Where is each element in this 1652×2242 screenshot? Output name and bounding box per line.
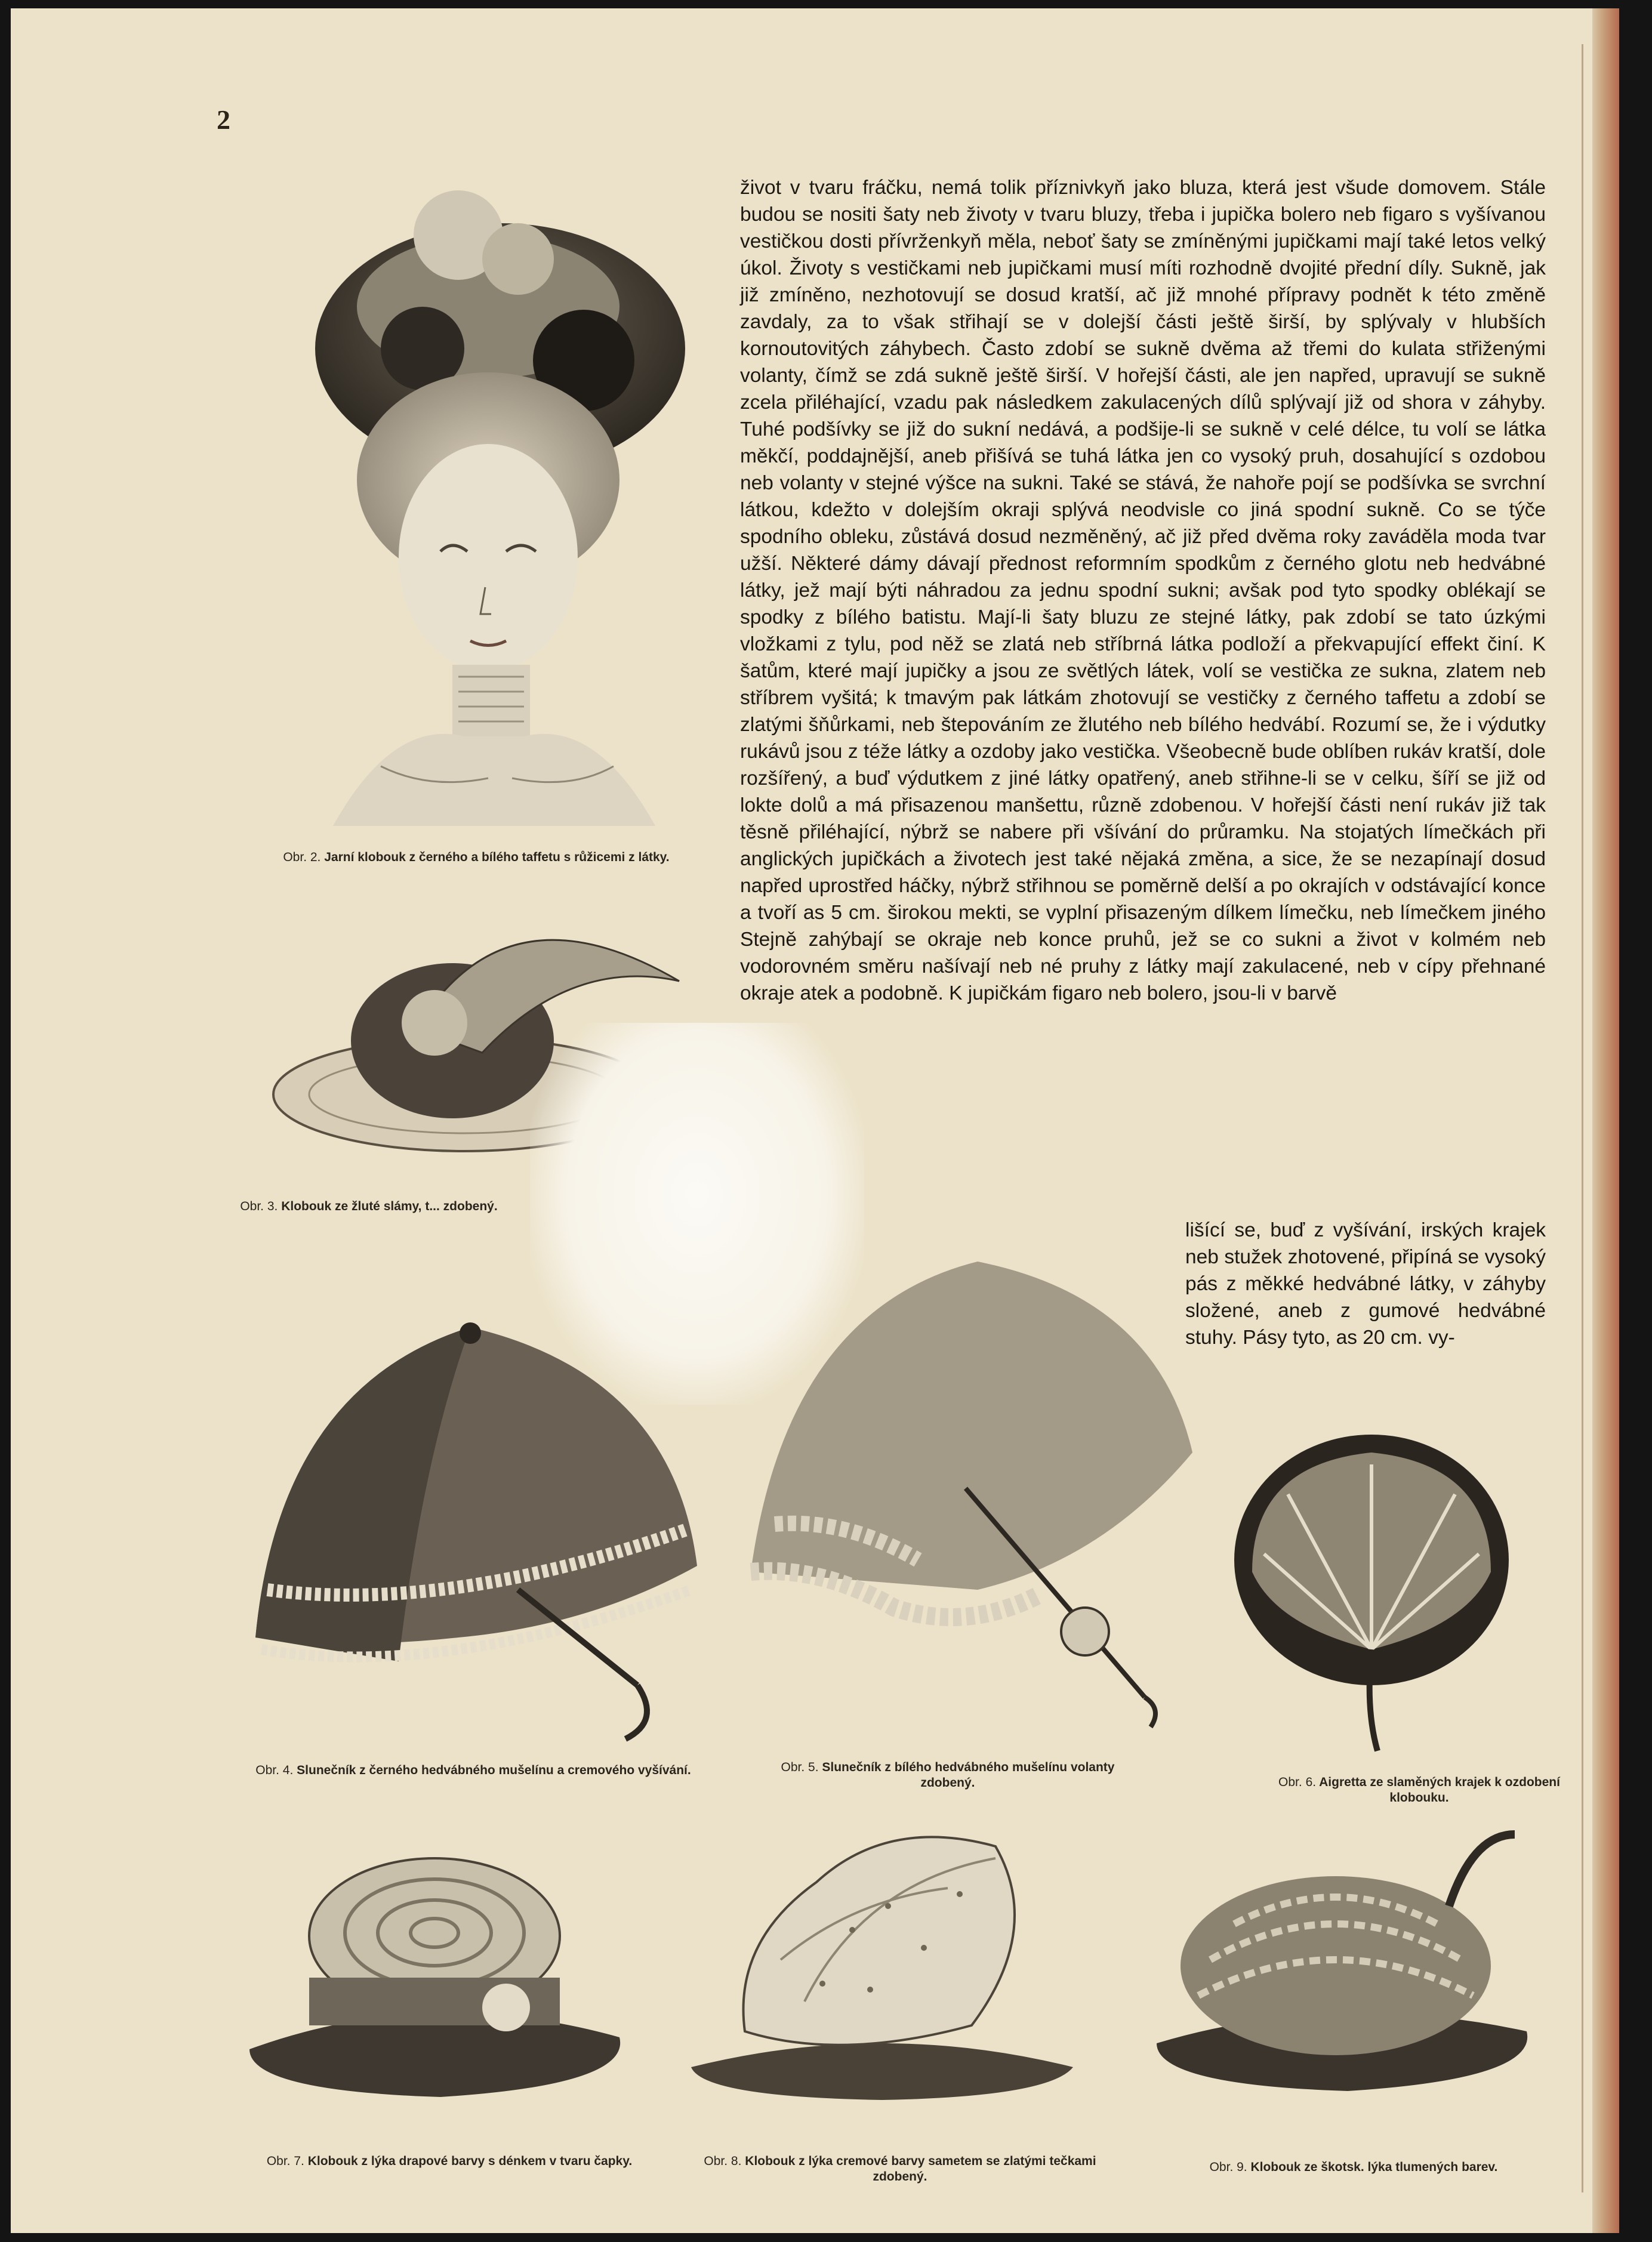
caption-figure-8: Obr. 8. Klobouk z lýka cremové barvy sametem se zlatými tečkami zdobený. (704, 2154, 1096, 2184)
article-continuation (1185, 1217, 1546, 1351)
article-continuation-text: lišící se, buď z vyšívání, irských krajek neb stužek zhotovené, připíná se vysoký pás z měkké hedvábné látky, v záhyby složené, aneb z gumové hedvábné stuhy. Pásy tyto, as 20 cm. vy- (1185, 1219, 1546, 1349)
caption-figure-3: Obr. 3. Klobouk ze žluté slámy, t... zdobený. (240, 1199, 498, 1213)
figure-7-hat (238, 1834, 631, 2109)
caption-figure-5: Obr. 5. Slunečník z bílého hedvábného mušelínu volanty zdobený. (781, 1760, 1115, 1790)
page-edge-line (1582, 44, 1583, 2192)
article-text (740, 174, 1546, 1007)
figure-9-hat (1145, 1817, 1551, 2109)
caption-figure-6: Obr. 6. Aigretta ze slaměných krajek k ozdobení klobouku. (1278, 1775, 1560, 1805)
figure-6-aigrette (1216, 1417, 1527, 1763)
caption-figure-9: Obr. 9. Klobouk ze škotsk. lýka tlumených barev. (1209, 2160, 1498, 2174)
article-paragraph: život v tvaru fráčku, nemá tolik příznivkyň jako bluza, která jest všude domovem. Stále budou se nositi šaty neb životy v tvaru bluzy, třeba i jupička bolero neb figaro s vyšívanou vestičkou dosti přívrženkyň měla, neboť šaty se zmíněnými jupičkami mají také letos velký úkol. Životy s vestičkami neb jupičkami musí míti rozhodně dvojité přední díly. Sukně, jak již zmíněno, nezhotovují se dosud kratší, ač již mnohé přípravy podnět k této změně zavdaly, za to však střihají se v dolejší části ještě širší, by splývaly v hlubších kornoutovitých záhybech. Často zdobí se sukně dvěma až třemi do kulata střiženými volanty, čímž se zdá sukně ještě širší. V hořejší části, ale jen napřed, upravují se sukně zcela přiléhající, vzadu pak následkem zakulacených dílů splývají již od shora v záhyby. Tuhé podšívky se již do sukní nedává, a podšije-li se sukně v celé délce, tu volí se látka měkčí, poddajnější, aneb přišívá se tuhá látka jen co vysoký pruh, dosahující s ozdobou neb volanty v stejné výšce na sukni. Také se stává, že nahoře pojí se podšívka se svrchní látkou, kdežto v dolejším okraji splývá neodvisle co jiná spodní sukně. Co se týče spodního obleku, zůstává dosud nezměněný, ač již před dvěma roky zaváděla moda tvar užší. Některé dámy dávají přednost reformním spodkům z černého glotu neb hedvábné látky, jež mají býti náhradou za jednu spodní sukni; avšak pod tyto spodky oblékají se spodky z bílého batistu. Mají-li šaty bluzu ze stejné látky, pak zdobí se tato úzkými vložkami z tylu, pod něž se zlatá neb stříbrná látka podloží a překvapující effekt činí. K šatům, které mají jupičky a jsou ze světlých látek, volí se vestička ze sukna, zlatem neb stříbrem vyšitá; k tmavým pak látkám zhotovují se vestičky z černého taffetu a zdobí se zlatými šňůrkami, neb štepováním ze žlutého neb bílého hedvábí. Rozumí se, že i výdutky rukávů jsou z téže látky a ozdoby jako vestička. Všeobecně bude oblíben rukáv kratší, dole rozšířený, a buď výdutkem z jiné látky opatřený, aneb střihne-li se v celku, šíří se již od lokte dolů a má přisazenou manšettu, různě zdobenou. V hořejší části není rukáv již tak těsně přiléhající, nýbrž se nabere při všívání do průramku. Na stojatých límečkách při anglických jupičkách a životech jest také nějaká změna, a sice, že se nezapínají dosud napřed uprostřed háčky, nýbrž střihnou se poměrně delší a po okrajích v odstávající konce a tvoří as 5 cm. širokou mekti, se vyplní přisazeným dílkem límečku, neb límečkem jiného Stejně zahýbají se okraje neb konce pruhů, jež se co sukni a život v kolmém neb vodorovném směru našívají neb né pruhy z látky mají zakulacené, neb v cípy přehnané okraje atek a podobně. K jupičkám figaro neb bolero, jsou-li v barvě (740, 177, 1546, 1004)
figure-2-woman-with-hat (261, 169, 727, 826)
magazine-page (11, 8, 1619, 2233)
caption-figure-4: Obr. 4. Slunečník z černého hedvábného mušelínu a cremového vyšívání. (255, 1763, 691, 1777)
figure-8-hat (673, 1811, 1091, 2103)
page-number: 2 (217, 104, 230, 135)
caption-figure-2: Obr. 2. Jarní klobouk z černého a bílého taffetu s růžicemi z látky. (283, 850, 670, 864)
binding-edge (1592, 8, 1619, 2233)
caption-figure-7: Obr. 7. Klobouk z lýka drapové barvy s dénkem v tvaru čapky. (266, 2154, 633, 2168)
paper-damage-stain (530, 1023, 864, 1405)
